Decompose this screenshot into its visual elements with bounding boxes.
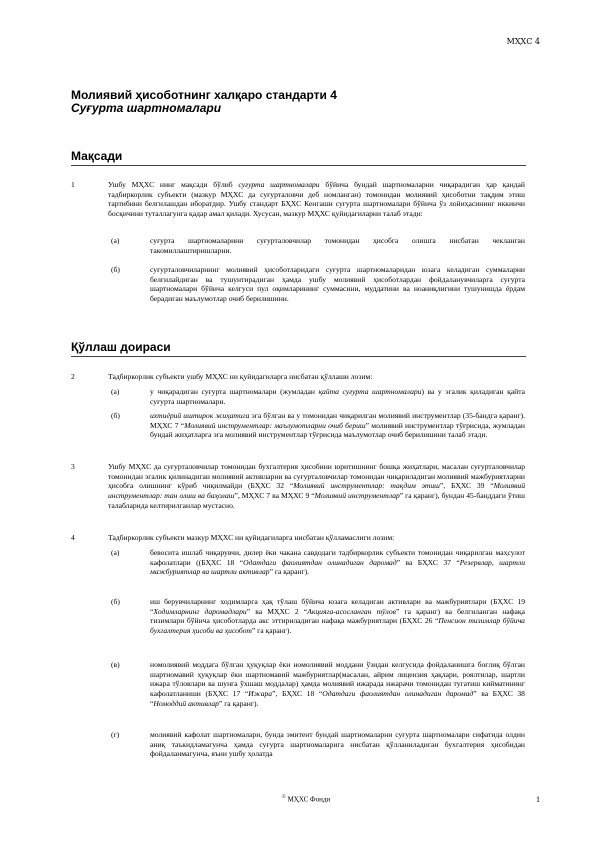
standard-title: Акцияга-асосланган тўлов — [307, 606, 396, 616]
paragraph-text: Тадбиркорлик субъекти ушбу МҲХС ни қуйидагиларга нисбатан қўллаши лозим: — [108, 372, 373, 381]
subparagraph-4d — [71, 730, 525, 759]
standard-title: Молиявий инструментлар: маълумотларни очиб бериш — [184, 420, 366, 430]
subparagraph-1b — [71, 265, 525, 304]
subparagraph-text: ихтиёрий иштирок жиҳатига эга бўлган ва у томонидан чиқарилган молиявий инструментлар (35-бандга қаранг). МҲХС 7 “Молиявий инструментлар: маълумотларни очиб бериш” молиявий инструментлар тўғрисида, жумладан бундай жиҳатларга эга молиявий инструментлар тўғрисида маълумотлар очиб берилишини талаб этади. — [150, 411, 525, 440]
standard-title: Одатдаги фаолиятдан олинадиган даромад — [322, 689, 474, 699]
defined-term: қайта суғурта шартномалари — [318, 387, 422, 396]
paragraph-2 — [71, 372, 525, 382]
standard-title: Молиявий инструментлар: тан олиш ва баҳолаш — [108, 481, 525, 501]
subparagraph-text: номолиявий моддага бўлган ҳуқуқлар ёки номолиявий моддани ўзидан келгусида фойдаланишга боғлиқ бўлган шартномавий ҳуқуқлар ёки шартномавий мажбуриятлар(масалан, айрим лицензия ҳақлари, роялтилар, шартли ижара тўловлари ва шунга ўхшаш моддалар) ҳамда молиявий ижарада ижарачи томонидан тугатиш кийматининг кафолатланиши (БҲХС 17 “Ижара”, БҲХС 18 “Одатдаги фаолиятдан олинадиган даромад” ва БҲХС 38 “Номоддий активлар” га қаранг). — [150, 660, 525, 708]
subparagraph-label: (б) — [111, 597, 120, 606]
subparagraph-4b — [71, 597, 525, 636]
title-line1: Молиявий ҳисоботнинг халқаро стандарти 4 — [71, 88, 337, 102]
paragraph-number: 1 — [71, 180, 75, 189]
subparagraph-4c — [71, 660, 525, 709]
subparagraph-2a — [71, 387, 525, 406]
defined-term: ихтиёрий иштирок жиҳатига — [150, 411, 250, 420]
standard-title: Резервлар, шартли мажбуриятлар ва шартли активлар — [150, 557, 525, 577]
copyright-notice: © МҲХС Фонди — [282, 795, 331, 804]
subparagraph-text: иш берувчиларнинг ходимларга ҳақ тўлаш бўйича юзага келадиган активлари ва мажбуриятлари (БҲХС 19 “Ходимларнинг даромадлари” ва МҲХС 2 “Акцияга-асосланган тўлов” га қаранг) ва белгиланган нафақа тизимлари бўйича ҳисоботларда акс эттириладиган нафақа мажбуриятлари (БҲХС 26 “Пенсион тизимлар бўйича бухгалтерия ҳисоби ва ҳисобот” га қаранг). — [150, 597, 525, 636]
paragraph-number: 2 — [71, 372, 75, 381]
subparagraph-text: бевосита ишлаб чиқарувчи, дилер ёки чакана савдодаги тадбиркорлик субъекти томонидан чиқарилган маҳсулот кафолатлари ((БҲХС 18 “Одатдаги фаолиятдан олинадиган даромад” ва БҲХС 37 “Резервлар, шартли мажбуриятлар ва шартли активлар” га қаранг). — [150, 548, 525, 577]
copyright-mark: © — [282, 795, 286, 800]
subparagraph-text: суғурта шартномаларини суғурталовчилар томонидан ҳисобга олишга нисбатан чекланган такомиллаштиришларни. — [150, 236, 525, 255]
subparagraph-2b — [71, 411, 525, 440]
standard-title: Молиявий инструментлар — [314, 491, 400, 501]
subparagraph-label: (б) — [111, 265, 120, 274]
subparagraph-label: (в) — [111, 660, 120, 669]
subparagraph-label: (а) — [111, 387, 120, 396]
standard-title: Ижара — [248, 689, 273, 699]
standard-title: Пенсион тизимлар бўйича бухгалтерия ҳисоби ва ҳисобот — [150, 616, 525, 636]
paragraph-text: Ушбу МҲХС нинг мақсади бўлиб суғурта шартномалари бўйича бундай шартномаларни чиқарадиган ҳар қандай тадбиркорлик субъекти (мазкур МҲХС да суғурталовчи деб номланган) томонидан молиявий ҳисоботни тақдим этиш тартибини белгилашдан иборатдир. Ушбу стандарт БҲХС Кенгаши суғурта шартномалари бўйича ўз лойиҳасининг иккинчи босқичини туталлагунга қадар амал қилади. Хусусан, мазкур МҲХС қуйидагиларни талаб этади: — [108, 180, 525, 219]
running-header: МҲХС 4 — [506, 37, 540, 46]
paragraph-3 — [71, 462, 525, 511]
defined-term: суғурта шартномалари — [238, 180, 320, 189]
subparagraph-1a — [71, 236, 525, 255]
paragraph-number: 3 — [71, 462, 75, 471]
standard-title: Номоддий активлар — [153, 698, 219, 708]
standard-title: Ходимларнинг даромадлари — [153, 606, 247, 616]
paragraph-4 — [71, 533, 525, 543]
section-heading-objective: Мақсади — [71, 149, 526, 166]
subparagraph-text: суғурталовчиларнинг молиявий ҳисоботларидаги суғурта шартномаларидан юзага келадиган суммаларни белгилайдиган ва тушунтирадиган ҳамда ушбу молиявий ҳисоботлардан фойдаланувчиларга суғурта шартномалари бўйича келгуси пул оқимларининг суммасини, муддатини ва ноаниқлигини тушунишда ёрдам берадиган маълумотлар очиб берилишини. — [150, 265, 525, 304]
standard-title: Одатдаги фаолиятдан олинадиган даромад — [243, 557, 397, 567]
subparagraph-text: у чиқарадиган суғурта шартномалари (жумладан қайта суғурта шартномалари) ва у эгалик қиладиган қайта суғурта шартномалари. — [150, 387, 526, 406]
title-line2: Суғурта шартномалари — [71, 101, 222, 115]
paragraph-text: Тадбиркорлик субъекти мазкур МҲХС ни қуйидагиларга нисбатан қўлламаслиги лозим: — [108, 533, 395, 542]
subparagraph-text: молиявий кафолат шартномалари, бунда эмитент бундай шартномаларни суғурта шартномалари сифатида олдин аниқ таъкидламагунча ҳамда суғурта шартномаларига нисбатан қўлланиладиган бухгалтерия ҳисобидан фойдаланмагунча, яъни ушбу ҳолатда — [150, 730, 525, 759]
page-number: 1 — [536, 795, 540, 804]
subparagraph-4a — [71, 548, 525, 577]
standard-title: Молиявий инструментлар: тақдим этиш — [293, 481, 440, 491]
section-heading-scope: Қўллаш доираси — [71, 340, 526, 357]
subparagraph-label: (а) — [111, 236, 120, 245]
subparagraph-label: (а) — [111, 548, 120, 557]
subparagraph-label: (г) — [111, 730, 120, 739]
paragraph-number: 4 — [71, 533, 75, 542]
document-title — [71, 89, 337, 115]
paragraph-1 — [71, 180, 525, 219]
paragraph-text: Ушбу МҲХС да суғурталовчилар томонидан бухгалтерия ҳисобини юритишнинг бошқа жиҳатлари, масалан суғурталовчилар томонидан эгалик қилинадиган молиявий активларни ва суғурталовчилар томонидан чиқариладиган молиявий мажбуриятларни ҳисобга олишнинг кўриб чиқилмайди (БҲХС 32 “Молиявий инструментлар: тақдим этиш”, БҲХС 39 “Молиявий инструментлар: тан олиш ва баҳолаш”, МҲХС 7 ва МҲХС 9 “Молиявий инструментлар” га қаранг), бундан 45-банддаги ўтиш талабларида келтирилганлар мустасно. — [108, 462, 525, 510]
subparagraph-label: (б) — [111, 411, 120, 420]
